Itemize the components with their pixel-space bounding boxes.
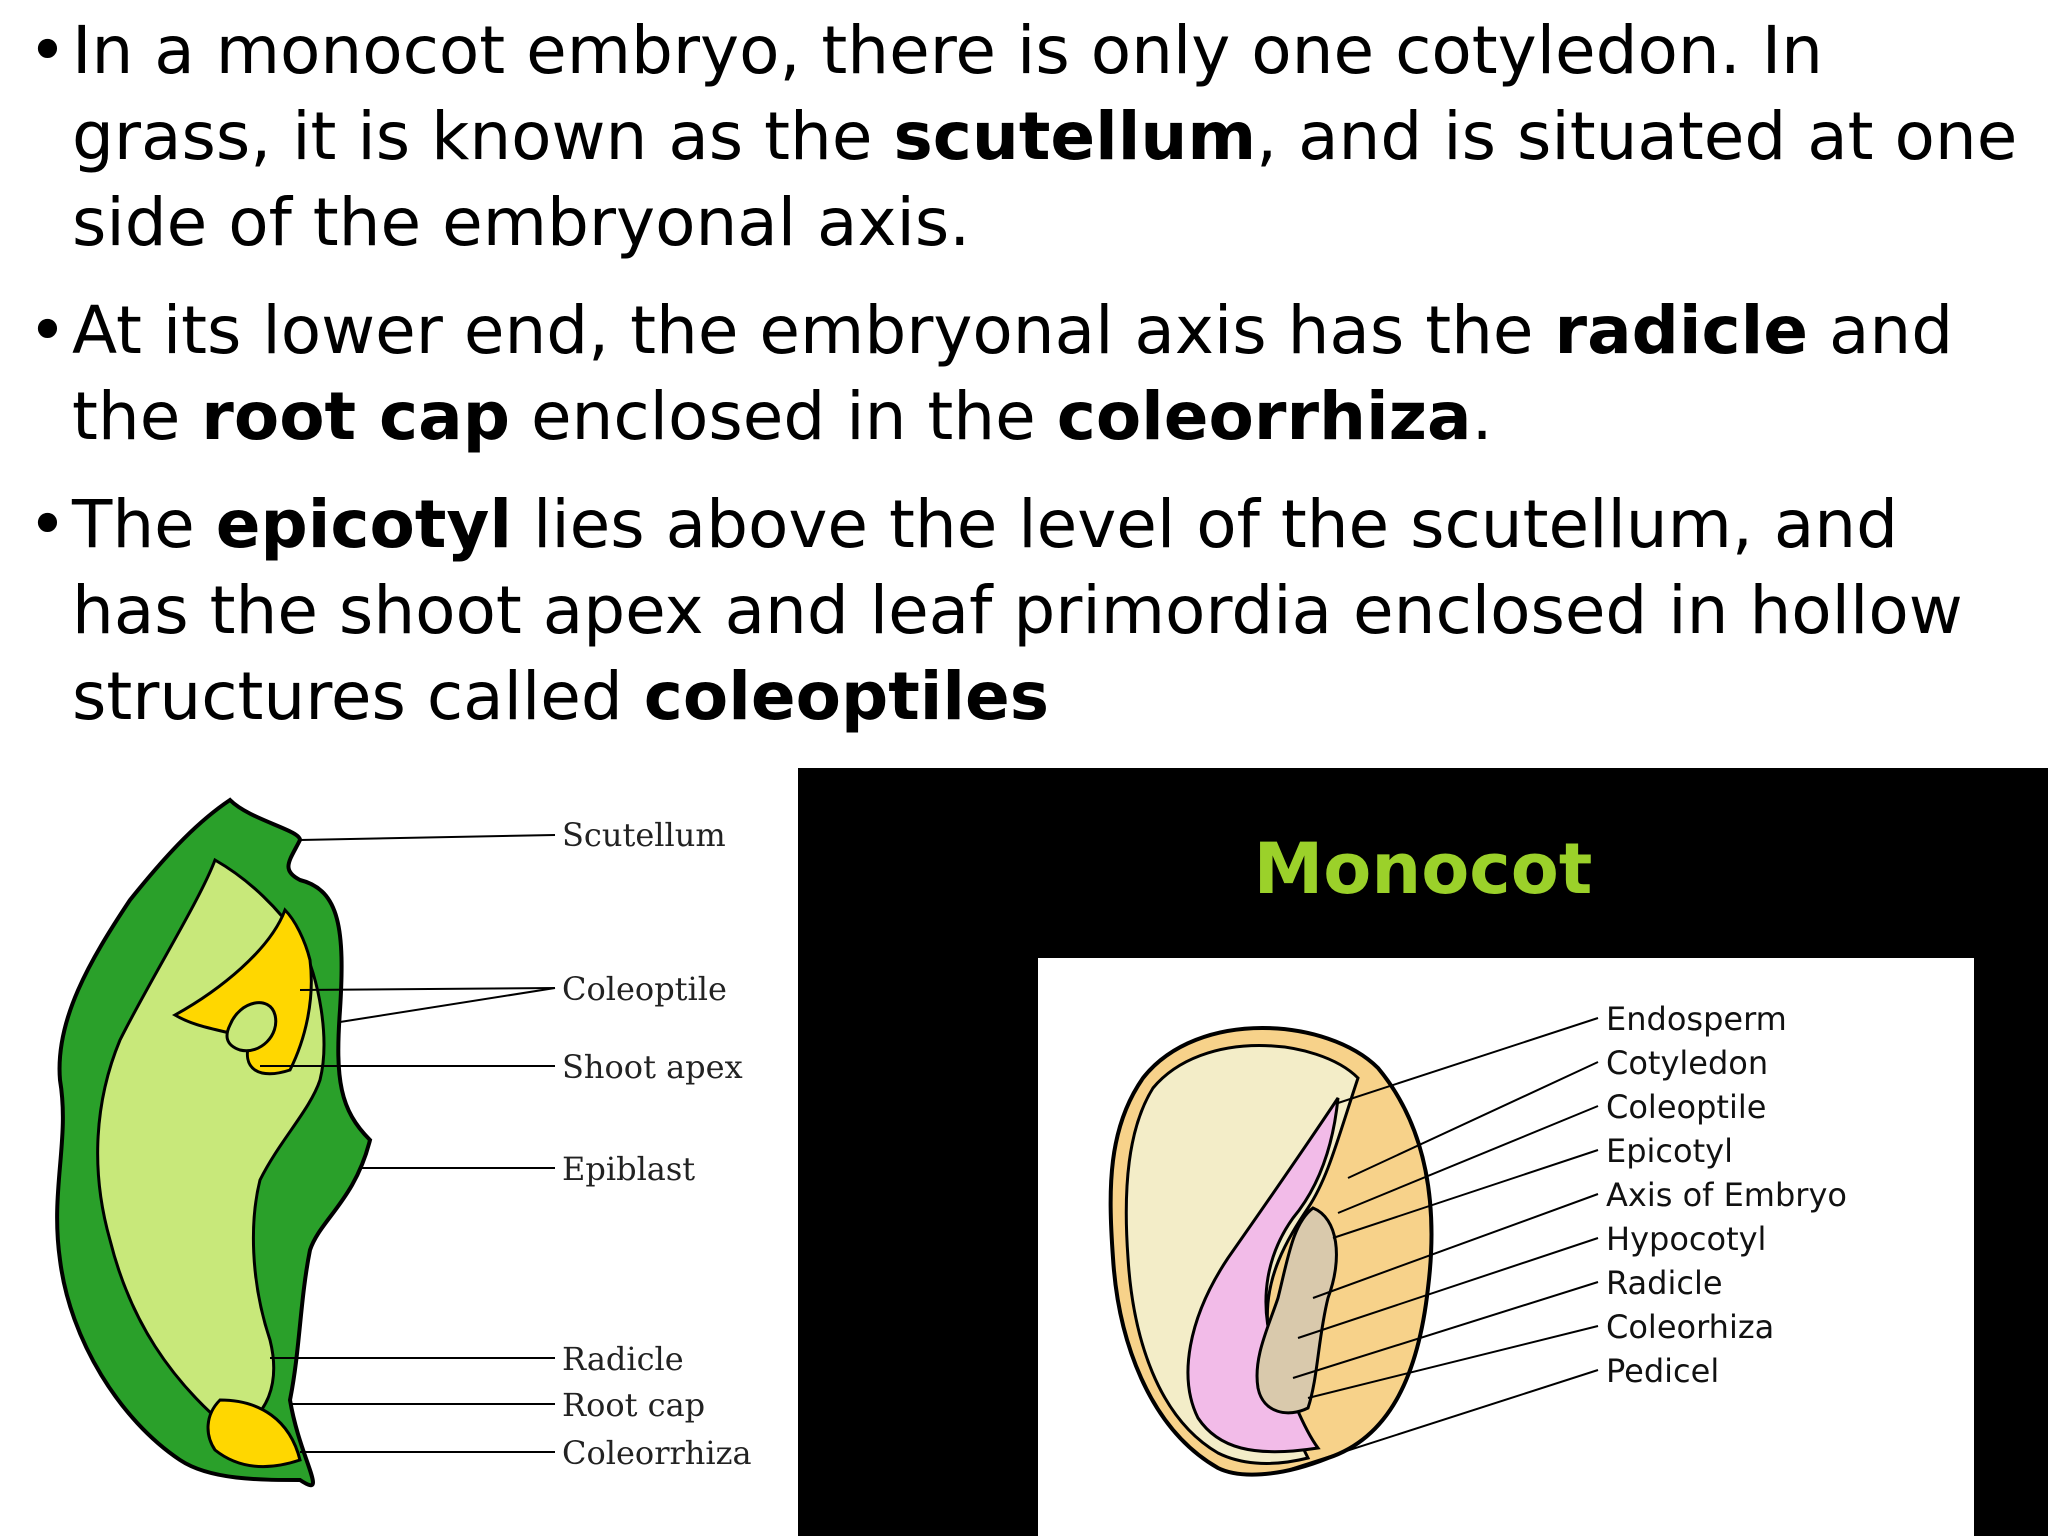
monocot-title: Monocot [1253,828,1593,910]
bold-term: coleorrhiza [1056,378,1472,455]
label-axis-of-embryo: Axis of Embryo [1606,1176,1847,1214]
label-endosperm: Endosperm [1606,1000,1787,1038]
bullet-list [22,8,2032,762]
bullet-dot: • [28,486,67,563]
label-coleoptile: Coleoptile [562,970,727,1008]
label-radicle-right: Radicle [1606,1264,1723,1302]
label-epiblast: Epiblast [562,1150,696,1188]
bold-term: coleoptiles [643,658,1050,735]
bullet-item-3 [22,482,2032,740]
label-coleoptile-right: Coleoptile [1606,1088,1767,1126]
bullet-text: and the [72,292,1954,455]
bold-term: scutellum [893,98,1257,175]
bullet-text: In a monocot embryo, there is only one cotyledon. In grass, it is known as the [72,12,1823,175]
label-scutellum: Scutellum [562,816,726,854]
bullet-text: At its lower end, the embryonal axis has the [72,292,1555,369]
monocot-seed-svg [1038,958,1974,1536]
monocot-panel [798,768,2048,1536]
bullet-text: . [1471,378,1493,455]
bullet-text: , and is situated at one side of the embryonal axis. [72,98,2018,261]
bold-term: epicotyl [215,486,513,563]
label-hypocotyl: Hypocotyl [1606,1220,1767,1258]
bullet-dot: • [28,12,67,89]
grass-embryo-diagram [0,780,790,1536]
label-epicotyl: Epicotyl [1606,1132,1733,1170]
label-radicle: Radicle [562,1340,684,1378]
bullet-dot: • [28,292,67,369]
monocot-seed-diagram [1038,958,1974,1536]
bold-term: root cap [201,378,510,455]
label-shoot-apex: Shoot apex [562,1048,743,1086]
label-coleorrhiza: Coleorrhiza [562,1434,752,1472]
bullet-text: enclosed in the [509,378,1057,455]
label-cotyledon: Cotyledon [1606,1044,1769,1082]
grass-embryo-svg [0,780,790,1536]
bullet-text: The [72,486,216,563]
label-root-cap: Root cap [562,1386,706,1424]
bullet-item-1 [22,8,2032,266]
label-pedicel: Pedicel [1606,1352,1720,1390]
bullet-text: lies above the level of the scutellum, and has the shoot apex and leaf primordia enclosed in hollow structures called [72,486,1963,735]
bullet-item-2 [22,288,2032,460]
label-coleorhiza: Coleorhiza [1606,1308,1775,1346]
bold-term: radicle [1554,292,1808,369]
